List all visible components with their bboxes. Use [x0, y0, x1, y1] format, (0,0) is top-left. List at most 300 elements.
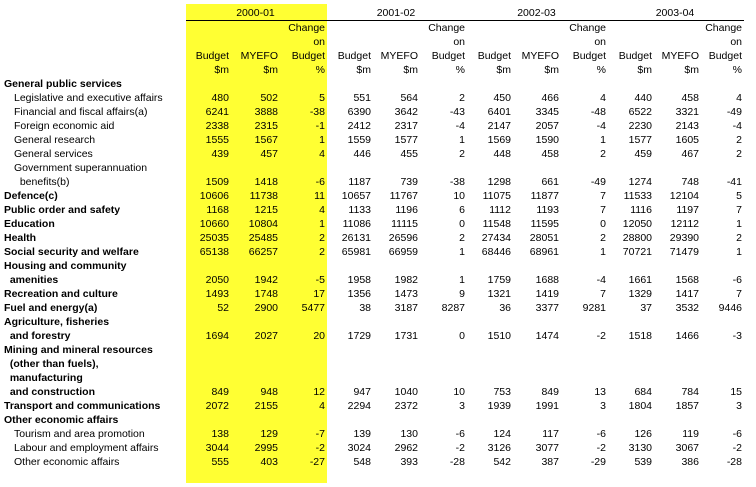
value-cell: -28	[726, 456, 742, 468]
table-row	[2, 161, 744, 175]
value-cell: 2050	[205, 274, 229, 286]
value-cell: 2	[736, 232, 742, 244]
table-row	[2, 119, 744, 133]
value-cell: 71479	[669, 246, 699, 258]
value-cell	[327, 413, 373, 427]
value-cell: 11738	[249, 190, 278, 202]
value-cell: 5	[736, 190, 742, 202]
value-cell: 1942	[254, 274, 278, 286]
value-cell: 3532	[675, 302, 699, 314]
value-cell: -4	[732, 120, 742, 132]
value-cell: 5477	[301, 302, 325, 314]
value-cell	[186, 371, 231, 385]
value-cell	[654, 161, 701, 175]
table-row	[2, 301, 744, 315]
value-cell: 748	[681, 176, 699, 188]
change-header: Change	[288, 22, 325, 34]
value-cell: 459	[634, 148, 652, 160]
value-cell: 1187	[348, 176, 371, 188]
value-cell	[467, 77, 513, 91]
value-cell: 126	[634, 428, 652, 440]
value-cell: 1982	[394, 274, 418, 286]
value-cell: 12050	[622, 218, 652, 230]
value-cell: 117	[542, 428, 559, 440]
value-cell	[327, 357, 373, 371]
value-cell: 502	[260, 92, 278, 104]
value-cell: 13	[594, 386, 606, 398]
value-cell: -49	[590, 176, 606, 188]
value-cell: 119	[682, 428, 699, 440]
value-cell: 1759	[487, 274, 511, 286]
value-cell	[608, 357, 654, 371]
value-cell	[186, 161, 231, 175]
value-cell: 849	[211, 386, 229, 398]
value-cell: 480	[211, 92, 229, 104]
row-label: Recreation and culture	[4, 288, 118, 300]
value-cell	[654, 77, 701, 91]
value-cell: 6241	[205, 106, 229, 118]
value-cell: -2	[732, 442, 742, 454]
row-label: Other economic affairs	[4, 414, 119, 426]
myefo-header	[373, 21, 420, 36]
value-cell	[654, 413, 701, 427]
value-cell	[373, 371, 420, 385]
value-cell: 138	[211, 428, 229, 440]
value-cell: 3067	[675, 442, 699, 454]
value-cell: 11877	[530, 190, 559, 202]
value-cell: 28800	[622, 232, 652, 244]
value-cell	[513, 371, 561, 385]
value-cell	[280, 77, 327, 91]
myefo-header	[654, 35, 701, 49]
myefo-header	[373, 35, 420, 49]
value-cell: 1939	[487, 400, 511, 412]
value-cell	[608, 161, 654, 175]
value-cell	[231, 371, 280, 385]
value-cell	[513, 259, 561, 273]
value-cell: 1	[736, 218, 742, 230]
change-header: on	[594, 36, 606, 48]
value-cell: 466	[541, 92, 559, 104]
value-cell: 1321	[487, 288, 511, 300]
value-cell: -2	[455, 442, 465, 454]
value-cell: 2	[736, 134, 742, 146]
value-cell: 1356	[347, 288, 371, 300]
value-cell: 3024	[347, 442, 371, 454]
table-row	[2, 189, 744, 203]
table-row	[2, 203, 744, 217]
value-cell	[373, 413, 420, 427]
corner-cell	[2, 49, 186, 63]
value-cell	[420, 315, 467, 329]
value-cell: 3044	[205, 442, 229, 454]
value-cell: 11115	[391, 218, 418, 230]
value-cell	[608, 315, 654, 329]
value-cell	[608, 413, 654, 427]
value-cell: -38	[309, 106, 325, 118]
value-cell	[186, 413, 231, 427]
value-cell: 8287	[441, 302, 465, 314]
value-cell	[701, 357, 744, 371]
myefo-header	[231, 35, 280, 49]
year-header: 2001-02	[327, 6, 467, 21]
table-row	[2, 217, 744, 231]
value-cell	[467, 343, 513, 357]
value-cell	[701, 161, 744, 175]
value-cell: 1555	[205, 134, 229, 146]
budget-header: Budget	[477, 50, 511, 62]
value-cell: -7	[315, 428, 325, 440]
value-cell: 10660	[199, 218, 229, 230]
value-cell: 6390	[347, 106, 371, 118]
value-cell	[280, 413, 327, 427]
value-cell: 2412	[347, 120, 371, 132]
value-cell	[701, 343, 744, 357]
value-cell	[420, 371, 467, 385]
table-row	[2, 343, 744, 357]
value-cell: 2230	[628, 120, 652, 132]
value-cell: -2	[315, 442, 325, 454]
row-label: and construction	[4, 386, 96, 398]
value-cell: 849	[541, 386, 559, 398]
value-cell: 27434	[481, 232, 511, 244]
value-cell	[654, 371, 701, 385]
value-cell: 1474	[535, 330, 559, 342]
value-cell: 439	[211, 148, 229, 160]
value-cell	[561, 413, 608, 427]
value-cell: 387	[541, 456, 559, 468]
value-cell: 12104	[669, 190, 699, 202]
value-cell: 739	[400, 176, 418, 188]
myefo-header: MYEFO	[521, 50, 559, 62]
value-cell: 11595	[530, 218, 559, 230]
value-cell: 7	[736, 204, 742, 216]
value-cell: 1731	[394, 330, 418, 342]
row-label: Social security and welfare	[4, 246, 139, 258]
value-cell: 555	[211, 456, 229, 468]
value-cell: 1605	[675, 134, 699, 146]
value-cell: 1	[600, 246, 606, 258]
value-cell: 68961	[529, 246, 559, 258]
value-cell: 26131	[341, 232, 371, 244]
value-cell: 10606	[199, 190, 229, 202]
value-cell: -43	[449, 106, 465, 118]
value-cell: 2	[319, 246, 325, 258]
value-cell: 1	[736, 246, 742, 258]
value-cell: 2143	[675, 120, 699, 132]
row-label: Transport and communications	[4, 400, 161, 412]
value-cell: 4	[319, 204, 325, 216]
table-row	[2, 413, 744, 427]
value-cell	[513, 315, 561, 329]
value-cell	[420, 77, 467, 91]
value-cell: 1040	[394, 386, 418, 398]
budget-table	[2, 6, 744, 469]
value-cell: 2	[600, 232, 606, 244]
value-cell	[467, 371, 513, 385]
value-cell: 1298	[487, 176, 511, 188]
value-cell	[561, 343, 608, 357]
value-cell: 11075	[482, 190, 511, 202]
value-cell: 5	[319, 92, 325, 104]
value-cell	[467, 413, 513, 427]
value-cell: 65138	[199, 246, 229, 258]
myefo-header: $m	[263, 64, 278, 76]
value-cell	[327, 315, 373, 329]
change-header: %	[732, 64, 742, 76]
value-cell	[420, 357, 467, 371]
table-row	[2, 441, 744, 455]
value-cell	[513, 77, 561, 91]
budget-header	[608, 21, 654, 36]
value-cell: 2072	[205, 400, 229, 412]
table-row	[2, 133, 744, 147]
value-cell: 3345	[535, 106, 559, 118]
value-cell: 1590	[535, 134, 559, 146]
row-label: Tourism and area promotion	[14, 428, 145, 440]
value-cell: 0	[459, 218, 465, 230]
value-cell	[327, 343, 373, 357]
value-cell: 1510	[487, 330, 511, 342]
value-cell: 10657	[341, 190, 371, 202]
value-cell: 458	[681, 92, 699, 104]
value-cell	[467, 259, 513, 273]
value-cell: 3	[600, 400, 606, 412]
value-cell: -6	[315, 176, 325, 188]
myefo-header: $m	[544, 64, 559, 76]
value-cell	[513, 357, 561, 371]
value-cell: 1804	[628, 400, 652, 412]
value-cell: 12112	[670, 218, 699, 230]
value-cell: 2372	[394, 400, 418, 412]
value-cell: 448	[493, 148, 511, 160]
change-header: Budget	[431, 50, 465, 62]
value-cell: 1509	[205, 176, 229, 188]
value-cell: 26596	[388, 232, 418, 244]
value-cell: 1417	[675, 288, 699, 300]
myefo-header	[513, 21, 561, 36]
table-row	[2, 245, 744, 259]
corner-cell	[2, 35, 186, 49]
value-cell	[373, 259, 420, 273]
budget-header: Budget	[618, 50, 652, 62]
value-cell	[231, 343, 280, 357]
value-cell	[231, 161, 280, 175]
value-cell: 6522	[628, 106, 652, 118]
value-cell	[654, 259, 701, 273]
value-cell	[186, 357, 231, 371]
value-cell: 3888	[254, 106, 278, 118]
value-cell: 551	[353, 92, 371, 104]
change-header: Change	[569, 22, 606, 34]
value-cell: 1577	[628, 134, 652, 146]
value-cell	[608, 371, 654, 385]
myefo-header	[654, 21, 701, 36]
row-label: Housing and community	[4, 260, 127, 272]
value-cell: 11548	[482, 218, 511, 230]
value-cell	[654, 357, 701, 371]
value-cell: 403	[260, 456, 278, 468]
myefo-header	[231, 21, 280, 36]
value-cell: 70721	[622, 246, 652, 258]
table-row	[2, 357, 744, 371]
value-cell: 3	[459, 400, 465, 412]
value-cell: -38	[449, 176, 465, 188]
value-cell	[420, 259, 467, 273]
value-cell	[280, 371, 327, 385]
value-cell: 37	[640, 302, 652, 314]
value-cell: 564	[400, 92, 418, 104]
table-row	[2, 77, 744, 91]
value-cell	[231, 413, 280, 427]
value-cell	[654, 315, 701, 329]
change-header: Change	[705, 22, 742, 34]
value-cell: 1	[459, 274, 465, 286]
value-cell: 36	[499, 302, 511, 314]
budget-header: $m	[356, 64, 371, 76]
value-cell: 15	[730, 386, 742, 398]
value-cell: 1567	[254, 134, 278, 146]
value-cell: 25035	[199, 232, 229, 244]
value-cell	[280, 315, 327, 329]
value-cell: -48	[590, 106, 606, 118]
value-cell: -4	[596, 120, 606, 132]
table-row	[2, 259, 744, 273]
value-cell: 4	[319, 400, 325, 412]
value-cell: 1958	[347, 274, 371, 286]
value-cell: -4	[455, 120, 465, 132]
value-cell: 38	[359, 302, 371, 314]
change-header: Change	[428, 22, 465, 34]
value-cell: 455	[400, 148, 418, 160]
value-cell	[561, 315, 608, 329]
value-cell	[231, 259, 280, 273]
value-cell	[231, 357, 280, 371]
value-cell: 10804	[248, 218, 278, 230]
value-cell	[561, 371, 608, 385]
budget-header	[186, 21, 231, 36]
value-cell: 947	[353, 386, 371, 398]
value-cell	[327, 371, 373, 385]
value-cell: -41	[726, 176, 742, 188]
myefo-header: MYEFO	[240, 50, 278, 62]
value-cell: 9	[459, 288, 465, 300]
value-cell	[373, 161, 420, 175]
value-cell: 2	[459, 148, 465, 160]
row-label: General public services	[4, 78, 122, 90]
value-cell: 2	[600, 148, 606, 160]
change-header: %	[455, 64, 465, 76]
value-cell: 539	[634, 456, 652, 468]
value-cell	[701, 371, 744, 385]
budget-header: $m	[214, 64, 229, 76]
value-cell: 3	[736, 400, 742, 412]
value-cell: 3187	[394, 302, 418, 314]
value-cell: 3130	[628, 442, 652, 454]
value-cell: 440	[634, 92, 652, 104]
value-cell: 2	[736, 148, 742, 160]
value-cell: 3321	[675, 106, 699, 118]
change-header: on	[313, 36, 325, 48]
value-cell: 1	[319, 134, 325, 146]
row-label: General services	[14, 148, 93, 160]
value-cell: 1193	[536, 204, 559, 216]
budget-header: $m	[637, 64, 652, 76]
corner-cell	[2, 6, 186, 21]
value-cell: 2995	[254, 442, 278, 454]
value-cell: 1466	[675, 330, 699, 342]
value-cell: 1	[459, 246, 465, 258]
row-label: (other than fuels),	[4, 358, 99, 370]
value-cell	[513, 161, 561, 175]
value-cell	[513, 413, 561, 427]
year-header: 2002-03	[467, 6, 608, 21]
value-cell	[186, 315, 231, 329]
value-cell: 124	[493, 428, 511, 440]
row-label: Health	[4, 232, 37, 244]
row-label: Fuel and energy(a)	[4, 302, 98, 314]
value-cell	[280, 357, 327, 371]
value-cell: 458	[541, 148, 559, 160]
value-cell: 66257	[248, 246, 278, 258]
myefo-header: $m	[403, 64, 418, 76]
value-cell: 2	[459, 232, 465, 244]
value-cell: -29	[590, 456, 606, 468]
value-cell: 1493	[205, 288, 229, 300]
row-label: Financial and fiscal affairs(a)	[14, 106, 148, 118]
value-cell: 948	[260, 386, 278, 398]
value-cell: 2338	[205, 120, 229, 132]
value-cell: 684	[634, 386, 652, 398]
value-cell: 1215	[254, 204, 278, 216]
value-cell	[327, 161, 373, 175]
value-cell	[373, 343, 420, 357]
value-cell	[186, 77, 231, 91]
value-cell: 1419	[535, 288, 559, 300]
value-cell	[701, 77, 744, 91]
budget-header: $m	[496, 64, 511, 76]
value-cell	[373, 357, 420, 371]
change-header: Budget	[572, 50, 606, 62]
value-cell: 2	[319, 232, 325, 244]
table-row	[2, 231, 744, 245]
row-label: Agriculture, fisheries	[4, 316, 110, 328]
corner-cell	[2, 21, 186, 36]
value-cell: 1168	[206, 204, 229, 216]
value-cell: 1857	[675, 400, 699, 412]
value-cell: 7	[600, 190, 606, 202]
row-label: amenities	[4, 274, 59, 286]
value-cell: 10	[453, 190, 465, 202]
value-cell	[327, 77, 373, 91]
row-label: Government superannuation	[14, 162, 148, 174]
value-cell: 1688	[535, 274, 559, 286]
myefo-header	[513, 35, 561, 49]
value-cell: 2057	[535, 120, 559, 132]
value-cell: 66959	[388, 246, 418, 258]
value-cell: 386	[681, 456, 699, 468]
value-cell: 29390	[669, 232, 699, 244]
value-cell: 1196	[395, 204, 418, 216]
value-cell: 68446	[481, 246, 511, 258]
value-cell: 2315	[254, 120, 278, 132]
budget-header	[327, 35, 373, 49]
value-cell: -49	[726, 106, 742, 118]
value-cell: 3642	[394, 106, 418, 118]
value-cell: 2	[459, 92, 465, 104]
value-cell: -4	[596, 274, 606, 286]
value-cell: 1	[600, 134, 606, 146]
